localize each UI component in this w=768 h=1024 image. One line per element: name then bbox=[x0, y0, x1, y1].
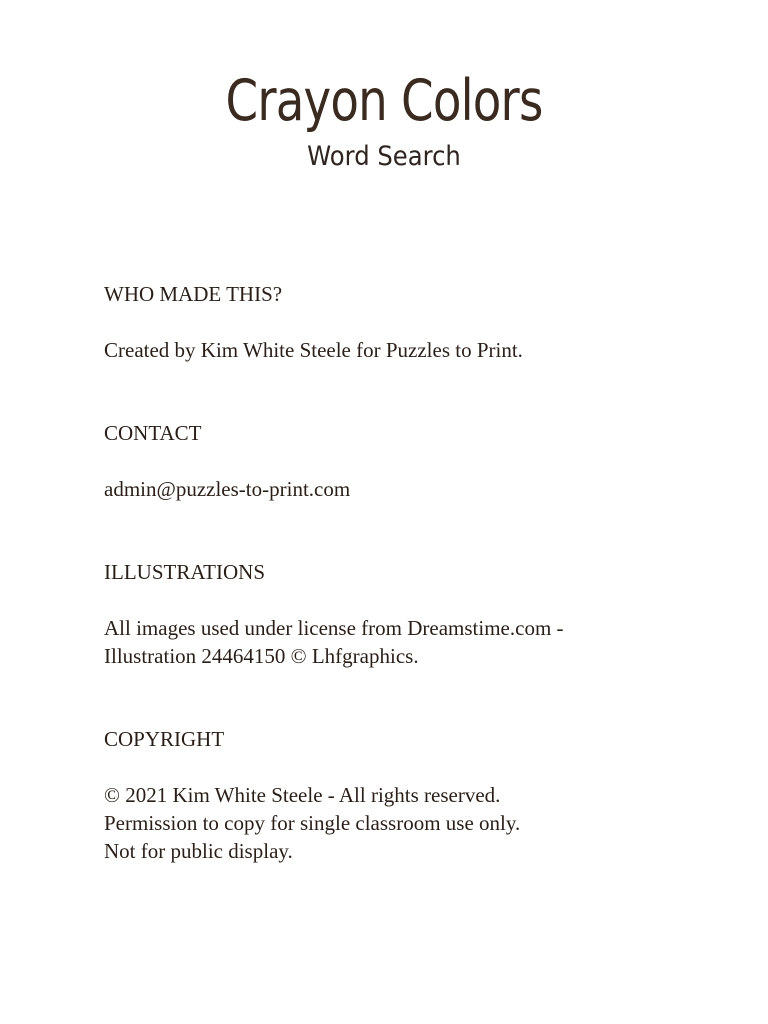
copyright-line-2: Permission to copy for single classroom use only. bbox=[104, 811, 521, 835]
section-body bbox=[104, 614, 704, 670]
illustrations-line-1: All images used under license from Dreamstime.com - bbox=[104, 616, 564, 640]
section-body bbox=[104, 336, 704, 364]
section-heading: CONTACT bbox=[104, 421, 202, 445]
section-heading: WHO MADE THIS? bbox=[104, 282, 283, 306]
section-copyright bbox=[104, 725, 704, 865]
contact-email: admin@puzzles-to-print.com bbox=[104, 477, 351, 501]
section-heading: COPYRIGHT bbox=[104, 727, 225, 751]
section-who-made-this bbox=[104, 280, 704, 364]
creator-text: Created by Kim White Steele for Puzzles to Print. bbox=[104, 338, 523, 362]
section-contact bbox=[104, 419, 704, 503]
credits-content bbox=[104, 280, 704, 865]
copyright-line-3: Not for public display. bbox=[104, 839, 293, 863]
section-illustrations bbox=[104, 558, 704, 670]
copyright-line-1: © 2021 Kim White Steele - All rights reserved. bbox=[104, 783, 501, 807]
section-body bbox=[104, 781, 704, 865]
document-title: Crayon Colors bbox=[225, 68, 543, 134]
section-body bbox=[104, 475, 704, 503]
section-heading: ILLUSTRATIONS bbox=[104, 560, 265, 584]
illustrations-line-2: Illustration 24464150 © Lhfgraphics. bbox=[104, 644, 419, 668]
document-subtitle: Word Search bbox=[307, 141, 461, 172]
